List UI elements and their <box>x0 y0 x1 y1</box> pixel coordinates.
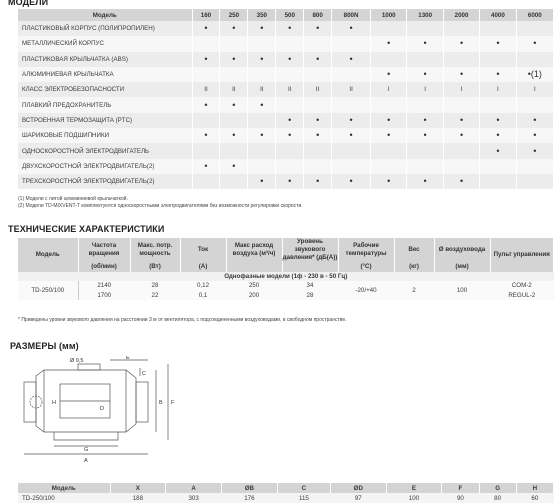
models-cell <box>248 36 276 51</box>
models-cell <box>480 174 516 189</box>
models-cell <box>248 67 276 82</box>
models-cell: • <box>304 174 332 189</box>
models-cell: • <box>516 36 553 51</box>
models-cell: I <box>516 82 553 97</box>
tech-r1-control: COM-2 <box>490 281 554 291</box>
models-col: 250 <box>220 9 248 21</box>
label-d: D <box>100 406 104 412</box>
tech-r1-flow: 250 <box>226 281 282 291</box>
models-cell <box>332 67 371 82</box>
models-cell: • <box>276 128 304 143</box>
models-cell: II <box>248 82 276 97</box>
dims-v: 115 <box>277 493 330 503</box>
models-col: 4000 <box>480 9 516 21</box>
tech-subheader-row <box>18 272 554 281</box>
models-col: 800 <box>304 9 332 21</box>
models-cell: • <box>248 97 276 112</box>
models-row-label: АЛЮМИНИЕВАЯ КРЫЛЬЧАТКА <box>18 67 192 82</box>
label-c: C <box>142 371 146 377</box>
models-cell: • <box>480 128 516 143</box>
tech-u-flow <box>226 262 282 272</box>
models-col: 800N <box>332 9 371 21</box>
models-cell <box>516 174 553 189</box>
models-cell <box>304 159 332 174</box>
models-row-label: ПЛАСТИКОВАЯ КРЫЛЬЧАТКА (ABS) <box>18 52 192 67</box>
models-cell: • <box>371 67 407 82</box>
tech-h-power: Макс. потр. мощность <box>130 238 180 262</box>
tech-u-noise <box>282 262 338 272</box>
section-title-tech: ТЕХНИЧЕСКИЕ ХАРАКТЕРИСТИКИ <box>8 224 165 234</box>
label-h: H <box>52 400 56 406</box>
models-col: 1000 <box>371 9 407 21</box>
dims-h: ØD <box>331 483 387 493</box>
models-cell: II <box>332 82 371 97</box>
models-cell <box>371 52 407 67</box>
models-row-label: ТРЕХСКОРОСТНОЙ ЭЛЕКТРОДВИГАТЕЛЬ(2) <box>18 174 192 189</box>
dims-v: 188 <box>110 493 166 503</box>
models-cell <box>407 143 443 158</box>
models-row <box>18 52 554 67</box>
models-cell <box>480 159 516 174</box>
models-cell: • <box>407 67 443 82</box>
models-cell: • <box>443 36 479 51</box>
models-cell: • <box>443 174 479 189</box>
tech-r1-freq: 2140 <box>78 281 130 291</box>
models-cell <box>220 174 248 189</box>
models-cell: II <box>220 82 248 97</box>
models-cell: • <box>332 113 371 128</box>
models-row <box>18 128 554 143</box>
models-cell <box>276 97 304 112</box>
models-cell: • <box>276 52 304 67</box>
models-cell: • <box>220 97 248 112</box>
tech-h-control: Пульт управления <box>490 238 554 272</box>
models-col: 350 <box>248 9 276 21</box>
models-cell: • <box>371 174 407 189</box>
label-f: F <box>171 400 175 406</box>
tech-r2-control: REGUL-2 <box>490 291 554 301</box>
models-cell <box>192 174 220 189</box>
models-cell: • <box>248 174 276 189</box>
models-cell: • <box>516 143 553 158</box>
dims-h: X <box>110 483 166 493</box>
models-cell <box>371 21 407 36</box>
dims-h: F <box>442 483 479 493</box>
models-cell: • <box>443 67 479 82</box>
models-cell <box>332 36 371 51</box>
models-cell <box>220 143 248 158</box>
dims-h: Модель <box>18 483 110 493</box>
models-cell <box>276 36 304 51</box>
models-cell: • <box>276 113 304 128</box>
models-cell <box>407 159 443 174</box>
tech-h-temp: Рабочие температуры <box>338 238 394 262</box>
tech-r2-power: 22 <box>130 291 180 301</box>
models-cell <box>304 36 332 51</box>
models-cell: • <box>371 36 407 51</box>
tech-h-flow: Макс расход воздуха (м³/ч) <box>226 238 282 262</box>
footnote-2: (2) Модели TD-MIXVENT-T комплектуются односкоростными электродвигателями без возможности регулировки скорости. <box>18 203 303 209</box>
tech-u-power: (Вт) <box>130 262 180 272</box>
models-header-row <box>18 9 554 21</box>
models-row <box>18 113 554 128</box>
tech-h-weight: Вес <box>394 238 434 262</box>
tech-r1-noise: 34 <box>282 281 338 291</box>
dims-table <box>18 483 554 503</box>
dims-h: C <box>277 483 330 493</box>
models-cell <box>332 159 371 174</box>
models-cell: I <box>371 82 407 97</box>
models-cell: I <box>480 82 516 97</box>
dims-v: TD-250/100 <box>18 493 110 503</box>
models-cell: • <box>304 52 332 67</box>
models-cell: • <box>276 174 304 189</box>
models-cell: • <box>371 128 407 143</box>
tech-h-noise: Уровень звукового давления* (дБ(А)) <box>282 238 338 261</box>
models-row <box>18 67 554 82</box>
dims-v: 80 <box>479 493 516 503</box>
dims-h: A <box>166 483 222 493</box>
models-cell: • <box>480 67 516 82</box>
models-cell <box>304 97 332 112</box>
models-cell: • <box>480 113 516 128</box>
models-cell: • <box>332 21 371 36</box>
models-cell <box>516 159 553 174</box>
tech-header-row <box>18 238 554 262</box>
models-cell: • <box>192 128 220 143</box>
label-b: B <box>159 400 163 406</box>
models-cell <box>332 143 371 158</box>
models-col: 6000 <box>516 9 553 21</box>
label-e: E <box>126 356 130 361</box>
models-row <box>18 82 554 97</box>
models-cell: • <box>192 97 220 112</box>
models-table <box>18 9 554 189</box>
tech-u-temp: (°C) <box>338 262 394 272</box>
dims-v: 100 <box>386 493 442 503</box>
tech-r2-freq: 1700 <box>78 291 130 301</box>
models-cell <box>443 21 479 36</box>
models-cell <box>220 67 248 82</box>
models-row-label: ПЛАВКИЙ ПРЕДОХРАНИТЕЛЬ <box>18 97 192 112</box>
models-cell <box>443 97 479 112</box>
models-cell: • <box>480 143 516 158</box>
models-cell <box>220 113 248 128</box>
tech-model: TD-250/100 <box>18 281 78 300</box>
models-cell <box>371 159 407 174</box>
dims-v: 176 <box>222 493 278 503</box>
tech-u-current: (А) <box>180 262 226 272</box>
footnote-1: (1) Модели с литой алюминиевой крыльчаткой. <box>18 196 128 202</box>
terminal-box <box>78 364 100 370</box>
models-cell: I <box>443 82 479 97</box>
models-cell: • <box>332 174 371 189</box>
models-cell: • <box>516 128 553 143</box>
models-cell: • <box>407 174 443 189</box>
tech-h-diam: Ø воздуховода <box>434 238 490 262</box>
models-cell <box>192 67 220 82</box>
dims-row <box>18 493 554 503</box>
dims-v: 303 <box>166 493 222 503</box>
dims-h: G <box>479 483 516 493</box>
models-cell <box>407 21 443 36</box>
models-cell <box>480 52 516 67</box>
models-row-label: МЕТАЛЛИЧЕСКИЙ КОРПУС <box>18 36 192 51</box>
models-cell: • <box>407 128 443 143</box>
tech-r1-current: 0,12 <box>180 281 226 291</box>
models-cell: • <box>192 159 220 174</box>
models-cell <box>332 97 371 112</box>
tech-r2-current: 0,1 <box>180 291 226 301</box>
models-cell <box>248 159 276 174</box>
dims-h: ØB <box>222 483 278 493</box>
section-title-dims: РАЗМЕРЫ (мм) <box>10 341 79 351</box>
models-cell: • <box>248 21 276 36</box>
models-row <box>18 174 554 189</box>
models-row-label: ВСТРОЕННАЯ ТЕРМОЗАЩИТА (PTC) <box>18 113 192 128</box>
models-cell: II <box>192 82 220 97</box>
tech-units-row <box>18 262 554 272</box>
models-cell: • <box>443 113 479 128</box>
models-col: 1300 <box>407 9 443 21</box>
tech-subheader: Однофазные модели (1ф - 230 в - 50 Гц) <box>18 272 554 281</box>
models-cell <box>480 21 516 36</box>
models-cell <box>304 143 332 158</box>
models-cell <box>516 97 553 112</box>
models-cell <box>192 113 220 128</box>
models-cell <box>276 143 304 158</box>
models-cell: • <box>332 128 371 143</box>
label-a: A <box>84 458 88 464</box>
models-header-label: Модель <box>18 9 192 21</box>
models-cell <box>371 143 407 158</box>
tech-h-freq: Частота вращения <box>78 238 130 262</box>
models-cell: • <box>443 128 479 143</box>
models-cell: • <box>304 128 332 143</box>
mounting-foot <box>54 432 118 440</box>
models-cell: • <box>220 21 248 36</box>
models-cell: I <box>407 82 443 97</box>
dims-v: 97 <box>331 493 387 503</box>
models-cell <box>516 52 553 67</box>
dims-v: 60 <box>516 493 553 503</box>
tech-r2-noise: 28 <box>282 291 338 301</box>
models-cell <box>220 36 248 51</box>
models-col: 160 <box>192 9 220 21</box>
tech-h-model: Модель <box>18 238 78 272</box>
models-cell: • <box>371 113 407 128</box>
section-title-models: МОДЕЛИ <box>8 0 49 7</box>
models-cell: • <box>332 52 371 67</box>
models-row-label: КЛАСС ЭЛЕКТРОБЕЗОПАСНОСТИ <box>18 82 192 97</box>
models-cell: • <box>407 36 443 51</box>
tech-u-freq: (об/мин) <box>78 262 130 272</box>
models-cell: II <box>304 82 332 97</box>
models-row-label: ОДНОСКОРОСТНОЙ ЭЛЕКТРОДВИГАТЕЛЬ <box>18 143 192 158</box>
models-cell <box>248 113 276 128</box>
dims-header-row <box>18 483 554 493</box>
models-cell: • <box>304 21 332 36</box>
tech-r1-power: 28 <box>130 281 180 291</box>
models-row-label: ПЛАСТИКОВЫЙ КОРПУС (ПОЛИПРОПИЛЕН) <box>18 21 192 36</box>
models-row <box>18 21 554 36</box>
tech-h-current: Ток <box>180 238 226 262</box>
models-cell: • <box>304 113 332 128</box>
models-cell <box>407 97 443 112</box>
models-cell: • <box>480 36 516 51</box>
tech-diam: 100 <box>434 281 490 300</box>
models-cell <box>480 97 516 112</box>
label-g: G <box>84 447 89 453</box>
tech-u-weight: (кг) <box>394 262 434 272</box>
models-cell <box>443 143 479 158</box>
tech-table <box>18 238 554 300</box>
models-row <box>18 143 554 158</box>
models-cell: • <box>220 128 248 143</box>
models-row-label: ШАРИКОВЫЕ ПОДШИПНИКИ <box>18 128 192 143</box>
models-cell: •(1) <box>516 67 553 82</box>
models-body <box>18 21 554 189</box>
models-cell: • <box>248 128 276 143</box>
dims-h: E <box>386 483 442 493</box>
dims-v: 90 <box>442 493 479 503</box>
models-cell: • <box>276 21 304 36</box>
models-cell <box>192 143 220 158</box>
tech-temp: -20/+40 <box>338 281 394 300</box>
models-cell <box>304 67 332 82</box>
models-cell: • <box>407 113 443 128</box>
models-row <box>18 97 554 112</box>
tech-u-diam: (мм) <box>434 262 490 272</box>
models-col: 500 <box>276 9 304 21</box>
models-cell: • <box>516 113 553 128</box>
models-cell <box>276 67 304 82</box>
models-cell: • <box>220 52 248 67</box>
models-cell: • <box>220 159 248 174</box>
models-cell <box>248 143 276 158</box>
models-row <box>18 36 554 51</box>
models-row <box>18 159 554 174</box>
models-cell: II <box>276 82 304 97</box>
models-cell <box>443 159 479 174</box>
tech-row-1 <box>18 281 554 291</box>
models-cell <box>371 97 407 112</box>
tech-r2-flow: 200 <box>226 291 282 301</box>
models-cell: • <box>248 52 276 67</box>
models-cell: • <box>192 21 220 36</box>
label-phi: Ø 9,5 <box>70 358 84 364</box>
dims-h: H <box>516 483 553 493</box>
fan-dimension-drawing <box>14 356 182 472</box>
tech-weight: 2 <box>394 281 434 300</box>
models-cell: • <box>192 52 220 67</box>
models-cell <box>443 52 479 67</box>
models-row-label: ДВУХСКОРОСТНОЙ ЭЛЕКТРОДВИГАТЕЛЬ(2) <box>18 159 192 174</box>
tech-note: * Приведены уровни звукового давления на расстоянии 3 м от вентилятора, с подсоединенными воздуховодами, в свободном пространстве. <box>18 317 347 323</box>
right-spigot <box>136 382 148 422</box>
models-cell <box>407 52 443 67</box>
models-cell <box>516 21 553 36</box>
models-cell <box>276 159 304 174</box>
models-cell <box>192 36 220 51</box>
models-col: 2000 <box>443 9 479 21</box>
